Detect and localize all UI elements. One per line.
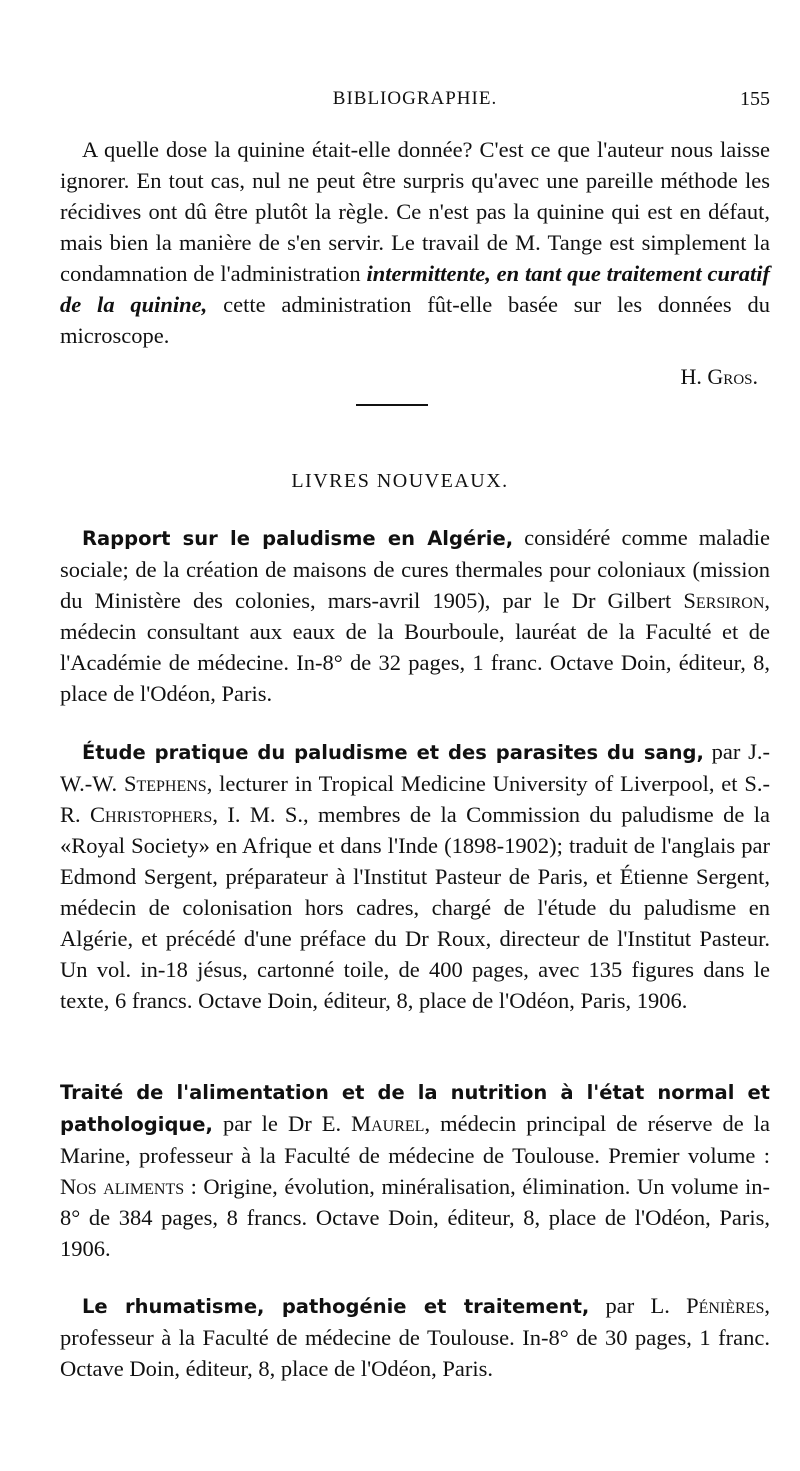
book-text: , médecin principal de réserve de la Marine, professeur à la Faculté de médecine de Toulouse. Premier volume : xyxy=(60,1111,771,1168)
intro-text-before: A quelle dose la quinine était-elle donnée? C'est ce que l'auteur nous laisse ignorer. En tout cas, nul ne peut être surpris qu'avec une pareille méthode les récidives ont dû être plutôt la règle. Ce n'est pas la quinine qui est en défaut, mais bien la manière de s'en servir. Le travail de M. Tange est simplement la condamnation de l'administration xyxy=(60,137,770,286)
author-name: Pénières xyxy=(686,1293,765,1318)
page-number: 155 xyxy=(740,88,770,110)
book-entry-1 xyxy=(60,522,770,709)
book-entry-2 xyxy=(60,736,770,1016)
author-name: Sersiron xyxy=(683,588,765,613)
book-text: , lecturer in Tropical Medicine University of Liverpool, et S.-R. xyxy=(60,771,770,827)
running-title: BIBLIOGRAPHIE. xyxy=(332,88,498,109)
book-text: , médecin consultant aux eaux de la Bourboule, lauréat de la Faculté et de l'Académie de médecine. In-8° de 32 pages, 1 franc. Octave Doin, éditeur, 8, place de l'Odéon, Paris. xyxy=(60,588,770,706)
book-title: Rapport sur le paludisme en Algérie, xyxy=(82,527,514,550)
page-header xyxy=(60,88,770,116)
review-conclusion-paragraph xyxy=(60,134,770,351)
volume-subtitle: Nos aliments xyxy=(60,1174,185,1199)
book-title: Le rhumatisme, pathogénie et traitement, xyxy=(82,1295,590,1318)
intro-text-after: cette administration fût-elle basée sur les données du microscope. xyxy=(60,292,770,348)
book-title: Traité de l'alimentation et de la nutrition à l'état normal et pathologique, xyxy=(60,1081,770,1136)
book-text: considéré comme maladie sociale; de la création de maisons de cures thermales pour coloniaux (mission du Ministère des colonies, mars-avril 1905), par le Dr Gilbert xyxy=(60,525,770,613)
book-entry-4 xyxy=(60,1290,770,1384)
book-text: par J.-W.-W. xyxy=(60,739,771,796)
book-text: , professeur à la Faculté de médecine de Toulouse. In-8° de 30 pages, 1 franc. Octave Doin, éditeur, 8, place de l'Odéon, Paris. xyxy=(60,1293,770,1381)
review-signature xyxy=(681,364,758,390)
book-text: : Origine, évolution, minéralisation, élimination. Un volume in-8° de 384 pages, 8 francs. Octave Doin, éditeur, 8, place de l'Odéon, Paris, 1906. xyxy=(60,1174,770,1261)
book-entry-3 xyxy=(60,1076,770,1264)
book-text: par le Dr E. xyxy=(212,1111,352,1136)
book-title: Étude pratique du paludisme et des parasites du sang, xyxy=(82,741,704,764)
signature-initial: H. xyxy=(680,364,708,389)
section-title: LIVRES NOUVEAUX. xyxy=(291,470,509,492)
author-name: Maurel xyxy=(351,1111,425,1136)
section-divider xyxy=(356,404,428,406)
book-text: , I. M. S., membres de la Commission du paludisme de la «Royal Society» en Afrique et dans l'Inde (1898-1902); traduit de l'anglais par Edmond Sergent, préparateur à l'Institut Pasteur de Paris, et Étienne Sergent, médecin de colonisation hors cadres, chargé de l'étude du paludisme en Algérie, et précédé d'une préface du Dr Roux, directeur de l'Institut Pasteur. Un vol. in-18 jésus, cartonné toile, de 400 pages, avec 135 figures dans le texte, 6 francs. Octave Doin, éditeur, 8, place de l'Odéon, Paris, 1906. xyxy=(60,802,770,1013)
author-name: Christophers xyxy=(90,802,213,827)
book-text: par L. xyxy=(589,1293,687,1318)
signature-surname: Gros. xyxy=(707,364,758,389)
author-name: Stephens xyxy=(123,771,207,796)
intro-emphasis: intermittente, en tant que traitement curatif de la quinine, xyxy=(60,261,770,317)
